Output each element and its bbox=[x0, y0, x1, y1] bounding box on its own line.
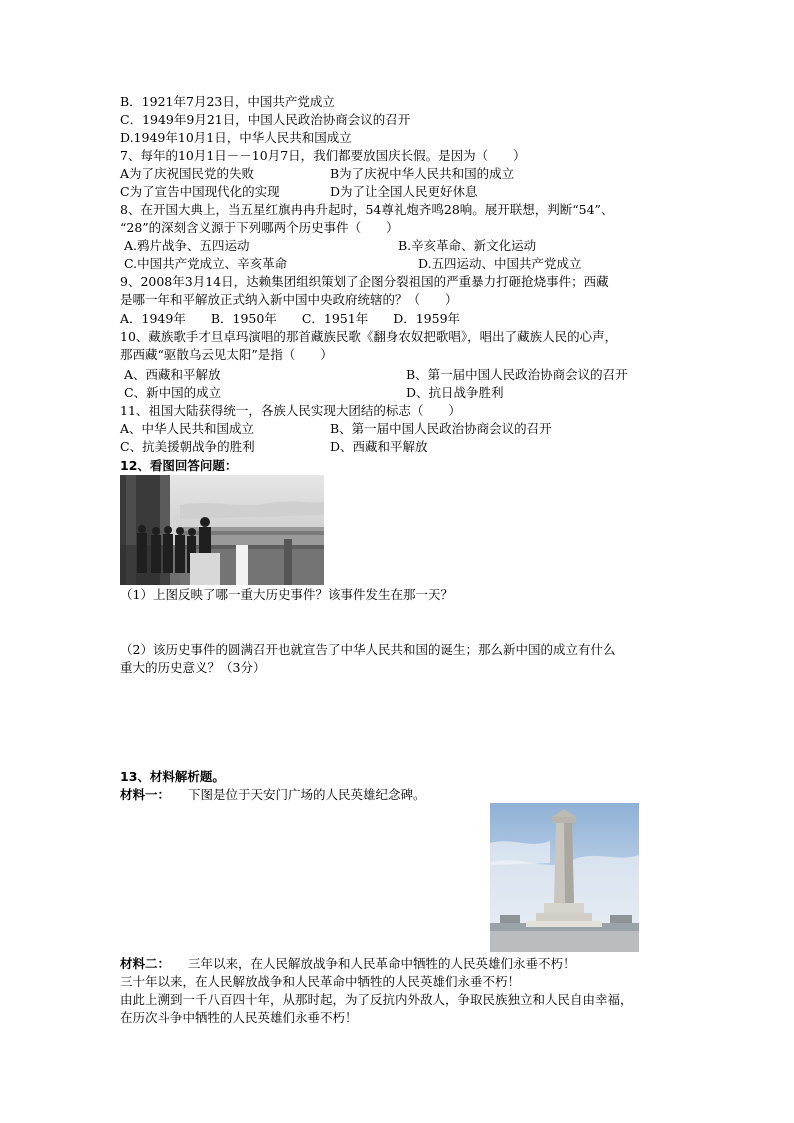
q7-stem: 7、每年的10月1日－－10月7日，我们都要放国庆长假。是因为（ ） bbox=[120, 148, 526, 163]
q8-option-d: D.五四运动、中国共产党成立 bbox=[418, 256, 582, 271]
q10-option-d: D、抗日战争胜利 bbox=[406, 385, 504, 400]
q12-sub2-line2: 重大的历史意义？（3分） bbox=[120, 660, 266, 675]
q8-option-c: C.中国共产党成立、辛亥革命 bbox=[124, 256, 288, 271]
q8-stem-line2: “28”的深刻含义源于下列哪两个历史事件（ ） bbox=[120, 220, 399, 235]
q13-material2-line2: 三十年以来，在人民解放战争和人民革命中牺牲的人民英雄们永垂不朽！ bbox=[120, 974, 521, 989]
q12-heading: 12、看图回答问题： bbox=[120, 458, 238, 473]
q13-material2-label: 材料二： bbox=[120, 956, 171, 971]
q7-option-a: A为了庆祝国民党的失败 bbox=[120, 166, 255, 181]
q10-stem-line2: 那西藏“驱散乌云见太阳”是指（ ） bbox=[120, 347, 333, 362]
founding-ceremony-photo bbox=[120, 475, 324, 585]
q11-option-b: B、第一届中国人民政治协商会议的召开 bbox=[330, 421, 552, 436]
q11-option-c: C、抗美援朝战争的胜利 bbox=[120, 439, 255, 454]
q13-heading: 13、材料解析题。 bbox=[120, 769, 225, 784]
q6-option-b: B．1921年7月23日，中国共产党成立 bbox=[120, 94, 335, 109]
q8-option-b: B.辛亥革命、新文化运动 bbox=[398, 238, 537, 253]
q12-sub1: （1）上图反映了哪一重大历史事件？该事件发生在那一天？ bbox=[120, 587, 453, 602]
q11-option-d: D、西藏和平解放 bbox=[330, 439, 428, 454]
q10-option-a: A、西藏和平解放 bbox=[124, 367, 221, 382]
q13-material2-text: 三年以来，在人民解放战争和人民革命中牺牲的人民英雄们永垂不朽！ bbox=[188, 956, 576, 971]
monument-photo bbox=[490, 803, 639, 952]
q13-material2-line3: 由此上溯到一千八百四十年，从那时起，为了反抗内外敌人，争取民族独立和人民自由幸福， bbox=[120, 992, 633, 1007]
q7-option-b: B为了庆祝中华人民共和国的成立 bbox=[330, 166, 515, 181]
q7-option-d: D为了让全国人民更好休息 bbox=[330, 184, 478, 199]
q6-option-c: C．1949年9月21日，中国人民政治协商会议的召开 bbox=[120, 112, 411, 127]
q10-option-b: B、第一届中国人民政治协商会议的召开 bbox=[406, 367, 628, 382]
q6-option-d: D.1949年10月1日，中华人民共和国成立 bbox=[120, 130, 352, 145]
q13-material1-text: 下图是位于天安门广场的人民英雄纪念碑。 bbox=[188, 787, 426, 802]
q10-stem-line1: 10、藏族歌手才旦卓玛演唱的那首藏族民歌《翻身农奴把歌唱》，唱出了藏族人民的心声， bbox=[120, 329, 618, 344]
q12-sub2-line1: （2）该历史事件的圆满召开也就宣告了中华人民共和国的诞生；那么新中国的成立有什么 bbox=[120, 642, 616, 657]
q11-option-a: A、中华人民共和国成立 bbox=[120, 421, 255, 436]
q13-material1-label: 材料一： bbox=[120, 787, 171, 802]
q11-stem: 11、祖国大陆获得统一，各族人民实现大团结的标志（ ） bbox=[120, 403, 461, 418]
q9-options: A．1949年 B．1950年 C．1951年 D．1959年 bbox=[120, 311, 461, 326]
q7-option-c: C为了宣告中国现代化的实现 bbox=[120, 184, 280, 199]
q8-stem-line1: 8、在开国大典上，当五星红旗冉冉升起时，54尊礼炮齐鸣28响。展开联想，判断“54”、 bbox=[120, 202, 614, 217]
q9-stem-line2: 是哪一年和平解放正式纳入新中国中央政府统辖的？（ ） bbox=[120, 292, 458, 307]
q9-stem-line1: 9、2008年3月14日，达赖集团组织策划了企图分裂祖国的严重暴力打砸抢烧事件；西藏 bbox=[120, 274, 609, 289]
q13-material2 bbox=[120, 955, 576, 972]
q13-material2-line4: 在历次斗争中牺牲的人民英雄们永垂不朽！ bbox=[120, 1010, 358, 1025]
q10-option-c: C、新中国的成立 bbox=[124, 385, 222, 400]
q13-material1 bbox=[120, 786, 426, 803]
q8-option-a: A.鸦片战争、五四运动 bbox=[124, 238, 250, 253]
